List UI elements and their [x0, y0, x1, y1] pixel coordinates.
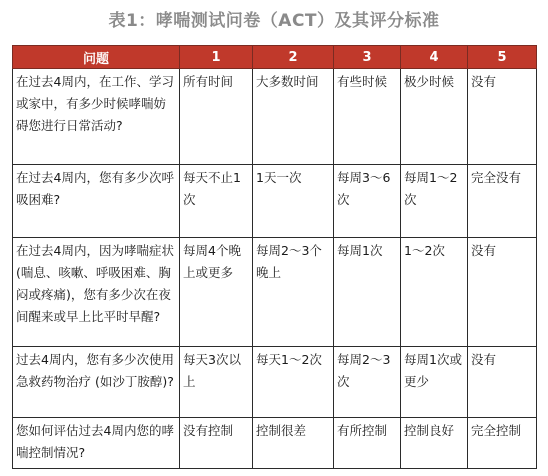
header-row — [13, 46, 537, 69]
header-score-4: 4 — [401, 46, 468, 69]
header-score-2: 2 — [253, 46, 334, 69]
answer-cell: 每周4个晚上或更多 — [180, 238, 253, 347]
answer-cell: 1天一次 — [253, 165, 334, 238]
header-score-1: 1 — [180, 46, 253, 69]
answer-cell: 有些时候 — [334, 69, 401, 165]
answer-cell: 每周1次 — [334, 238, 401, 347]
answer-cell: 每天3次以上 — [180, 347, 253, 418]
table-row — [13, 69, 537, 165]
answer-cell: 完全控制 — [468, 418, 537, 469]
answer-cell: 每周1次或更少 — [401, 347, 468, 418]
header-score-5: 5 — [468, 46, 537, 69]
answer-cell: 每天不止1次 — [180, 165, 253, 238]
answer-cell: 1～2次 — [401, 238, 468, 347]
answer-cell: 所有时间 — [180, 69, 253, 165]
table-row — [13, 418, 537, 469]
answer-cell: 没有 — [468, 347, 537, 418]
answer-cell: 完全没有 — [468, 165, 537, 238]
header-question: 问题 — [13, 46, 180, 69]
question-cell: 在过去4周内，您有多少次呼吸困难? — [13, 165, 180, 238]
answer-cell: 控制很差 — [253, 418, 334, 469]
answer-cell: 没有 — [468, 69, 537, 165]
table-title: 表1：哮喘测试问卷（ACT）及其评分标准 — [108, 11, 440, 31]
table-row — [13, 165, 537, 238]
answer-cell: 极少时候 — [401, 69, 468, 165]
table-row — [13, 238, 537, 347]
question-cell: 在过去4周内，因为哮喘症状(喘息、咳嗽、呼吸困难、胸闷或疼痛)，您有多少次在夜间醒来或早上比平时早醒? — [13, 238, 180, 347]
answer-cell: 大多数时间 — [253, 69, 334, 165]
answer-cell: 没有控制 — [180, 418, 253, 469]
answer-cell: 每周3～6次 — [334, 165, 401, 238]
act-table — [12, 45, 537, 469]
answer-cell: 有所控制 — [334, 418, 401, 469]
question-cell: 过去4周内，您有多少次使用急救药物治疗 (如沙丁胺醇)? — [13, 347, 180, 418]
question-cell: 在过去4周内，在工作、学习或家中，有多少时候哮喘妨碍您进行日常活动? — [13, 69, 180, 165]
answer-cell: 每周1～2次 — [401, 165, 468, 238]
table-row — [13, 347, 537, 418]
answer-cell: 控制良好 — [401, 418, 468, 469]
answer-cell: 没有 — [468, 238, 537, 347]
question-cell: 您如何评估过去4周内您的哮喘控制情况? — [13, 418, 180, 469]
answer-cell: 每天1～2次 — [253, 347, 334, 418]
answer-cell: 每周2～3次 — [334, 347, 401, 418]
answer-cell: 每周2～3个晚上 — [253, 238, 334, 347]
header-score-3: 3 — [334, 46, 401, 69]
